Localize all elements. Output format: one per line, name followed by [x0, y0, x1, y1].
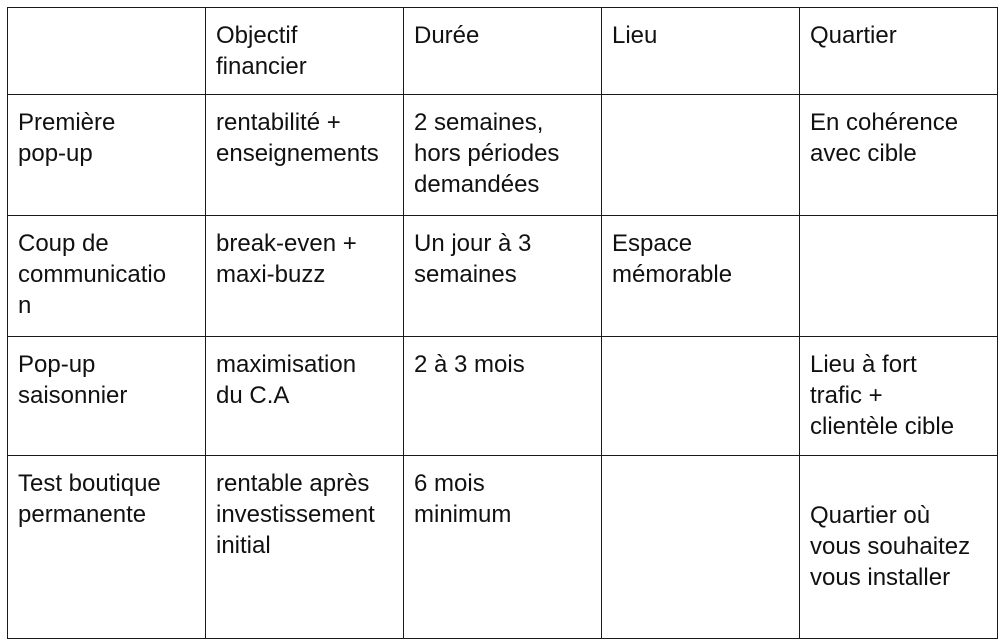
table-row: [8, 337, 998, 456]
lieu-cell: [602, 95, 800, 216]
header-cell-quartier: [800, 8, 998, 95]
popup-strategy-table: [7, 7, 998, 639]
quartier-cell: [800, 337, 998, 456]
duree-cell: [404, 216, 602, 337]
header-label: Lieu: [612, 22, 658, 49]
objectif-cell: [206, 337, 404, 456]
table-row: [8, 216, 998, 337]
row-label-cell: [8, 216, 206, 337]
duree-cell: [404, 95, 602, 216]
duree-cell: [404, 337, 602, 456]
header-cell-objectif: [206, 8, 404, 95]
cell-text: Un jour à 3 semaines: [414, 230, 532, 288]
header-cell-lieu: [602, 8, 800, 95]
cell-text: 6 mois minimum: [414, 470, 512, 528]
lieu-cell: [602, 456, 800, 639]
quartier-cell: [800, 216, 998, 337]
cell-text: break-even + maxi-buzz: [216, 230, 357, 288]
cell-text: Espace mémorable: [612, 230, 733, 288]
header-cell-empty: [8, 8, 206, 95]
row-label-cell: [8, 95, 206, 216]
cell-text: Coup de communicatio n: [18, 230, 167, 319]
cell-text: Pop-up saisonnier: [18, 351, 128, 409]
header-label: Durée: [414, 22, 480, 49]
quartier-cell: [800, 95, 998, 216]
cell-text: maximisation du C.A: [216, 351, 357, 409]
row-label-cell: [8, 337, 206, 456]
cell-text: 2 semaines, hors périodes demandées: [414, 109, 560, 198]
cell-text: rentable après investissement initial: [216, 470, 375, 559]
quartier-cell: [800, 456, 998, 639]
duree-cell: [404, 456, 602, 639]
objectif-cell: [206, 456, 404, 639]
table-row: [8, 456, 998, 639]
cell-text: En cohérence avec cible: [810, 109, 959, 167]
cell-text: Quartier où vous souhaitez vous installer: [810, 502, 971, 591]
objectif-cell: [206, 95, 404, 216]
table-row: [8, 95, 998, 216]
cell-text: Test boutique permanente: [18, 470, 161, 528]
cell-text: Lieu à fort trafic + clientèle cible: [810, 351, 955, 440]
cell-text: rentabilité + enseignements: [216, 109, 379, 167]
header-cell-duree: [404, 8, 602, 95]
row-label-cell: [8, 456, 206, 639]
header-label: Objectif financier: [216, 22, 307, 80]
header-label: Quartier: [810, 22, 897, 49]
cell-text: Première pop-up: [18, 109, 116, 167]
lieu-cell: [602, 216, 800, 337]
objectif-cell: [206, 216, 404, 337]
lieu-cell: [602, 337, 800, 456]
cell-text: 2 à 3 mois: [414, 351, 525, 378]
table-header-row: [8, 8, 998, 95]
